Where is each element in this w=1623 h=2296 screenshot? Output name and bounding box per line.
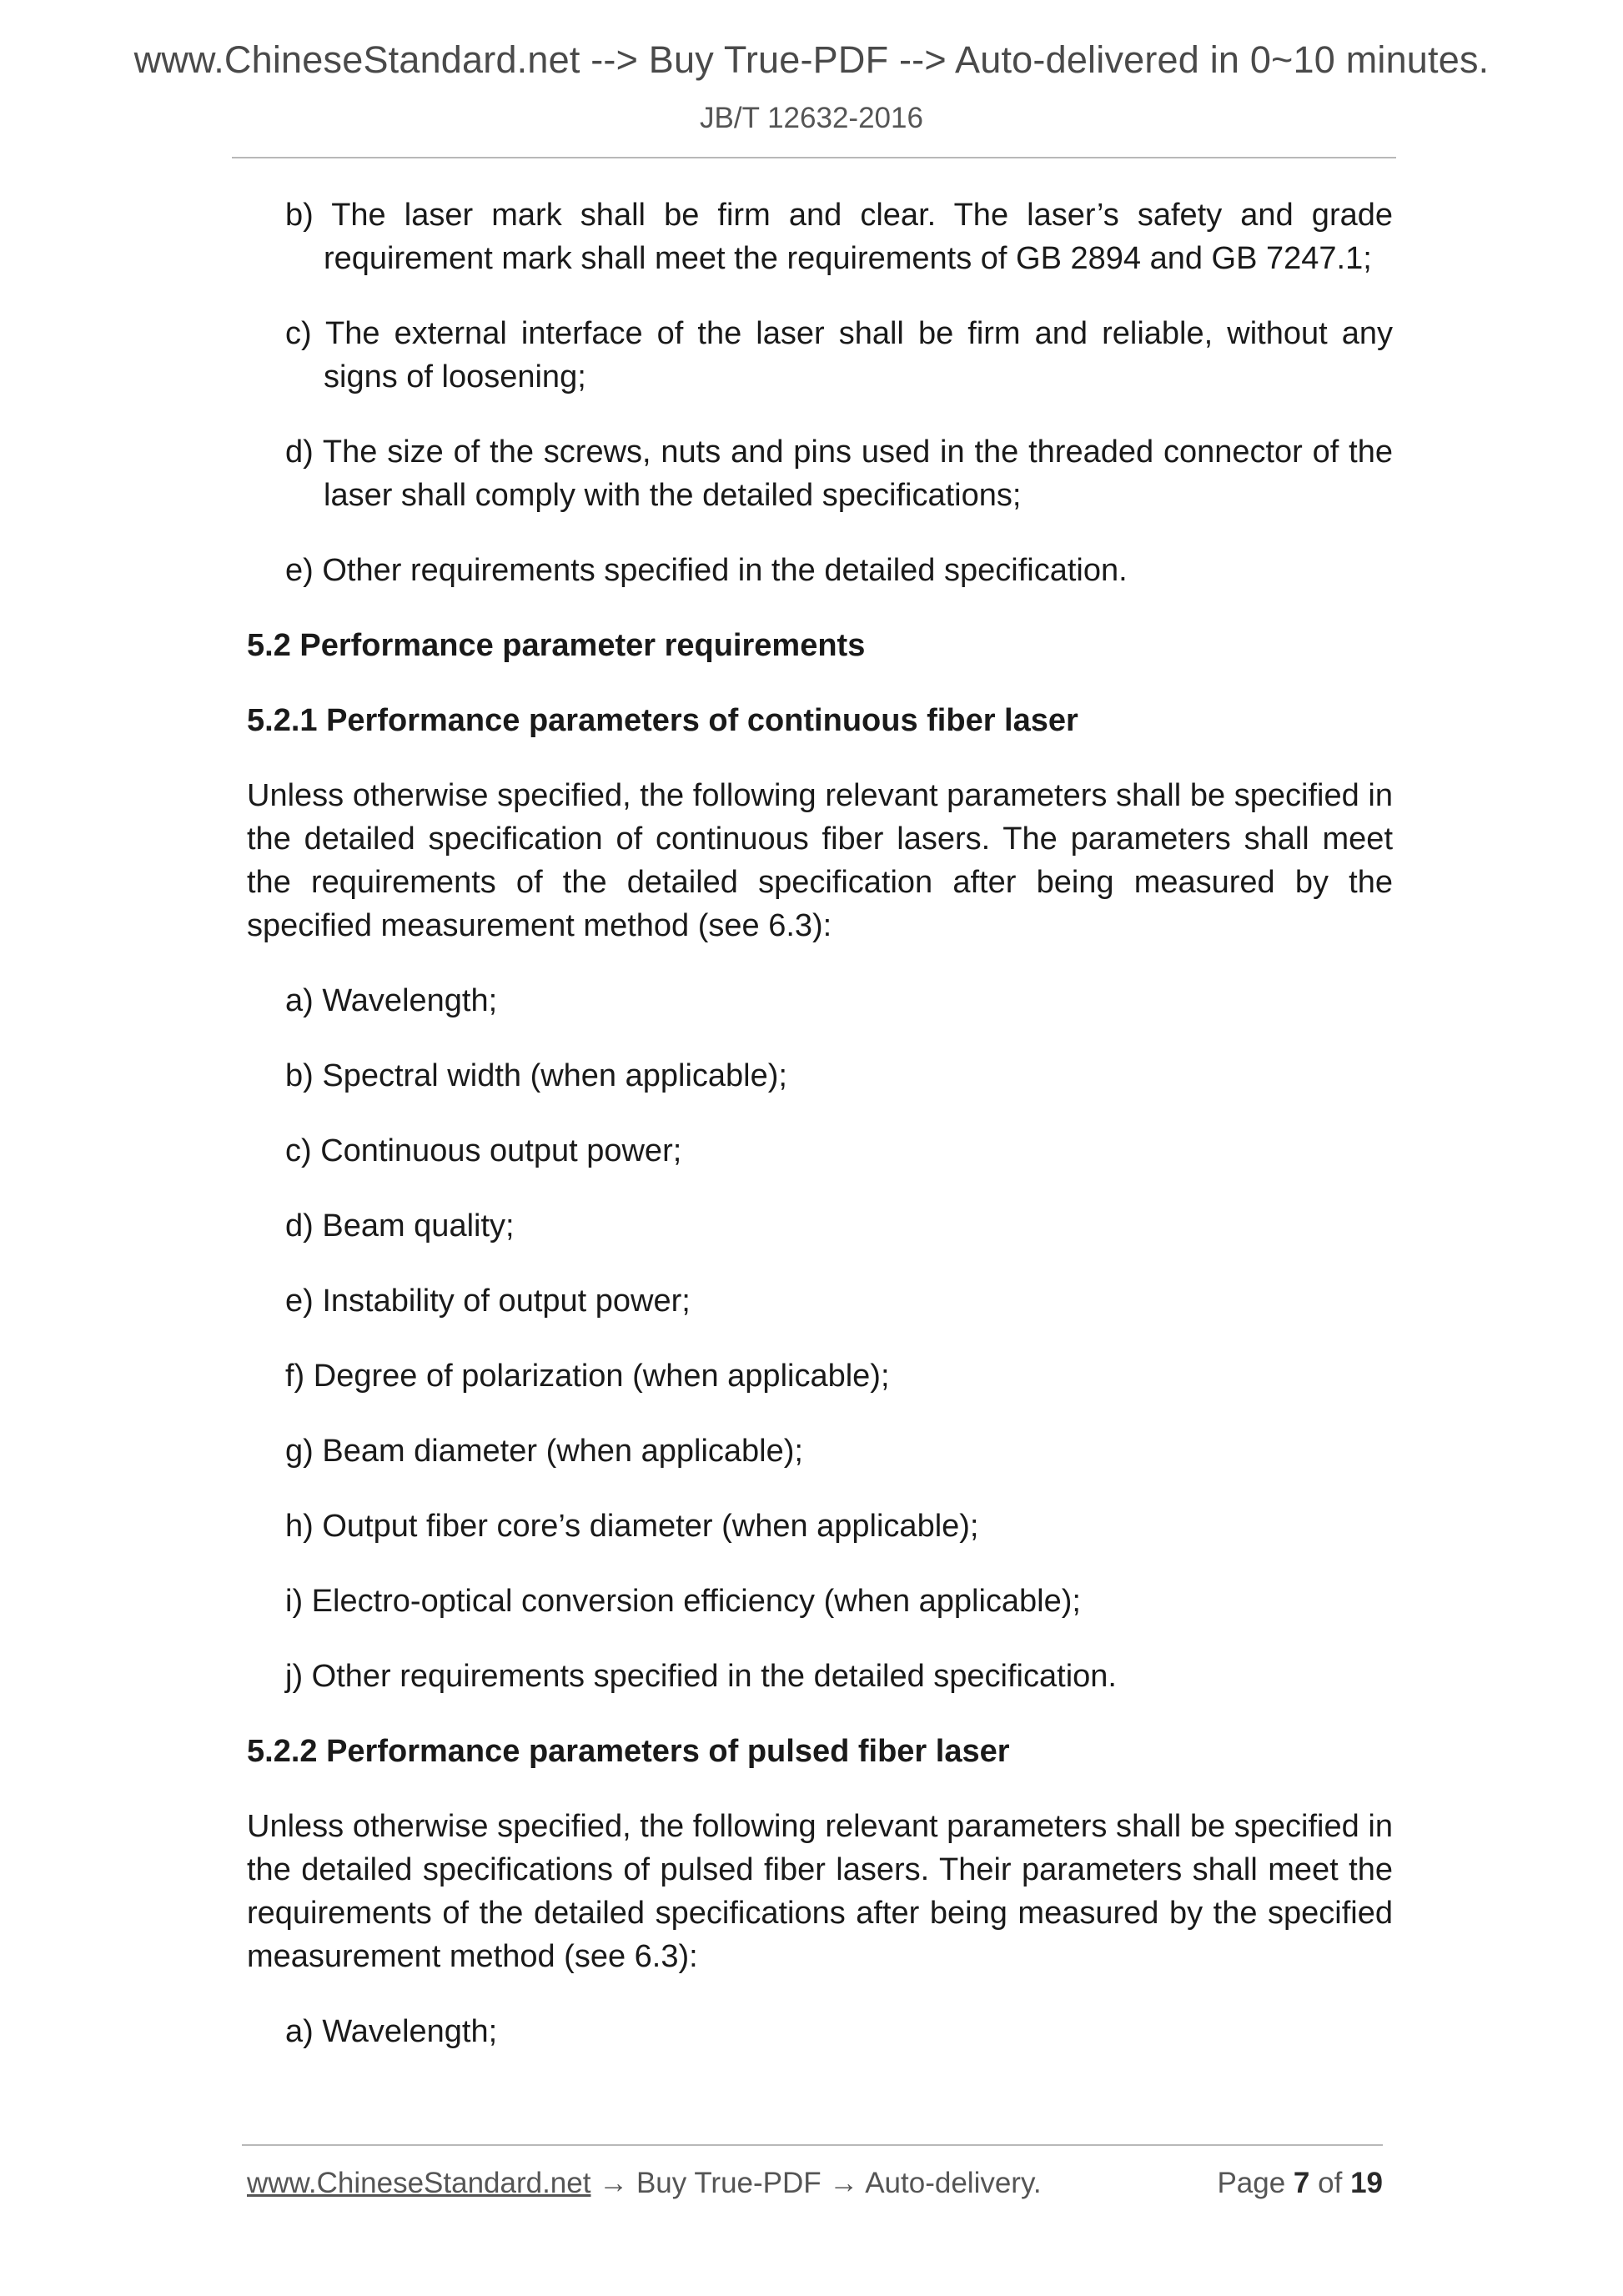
paragraph: Unless otherwise specified, the following relevant parameters shall be specified in the detailed specification of continuous fiber lasers. The parameters shall meet the requirements of the detailed specification after being measured by the specified measurement method (see 6.3): xyxy=(247,778,1393,943)
list-item: b) Spectral width (when applicable); xyxy=(285,1058,787,1093)
subsection-heading: 5.2.1 Performance parameters of continuous fiber laser xyxy=(247,703,1078,738)
of-label: of xyxy=(1318,2167,1343,2199)
list-item: c) The external interface of the laser shall be firm and reliable, without any signs of loosening; xyxy=(285,316,1393,394)
document-id: JB/T 12632-2016 xyxy=(700,102,923,134)
header-divider xyxy=(232,157,1396,158)
parameter-list xyxy=(247,979,1393,1698)
parameter-list xyxy=(247,2010,1393,2053)
footer-buy-text: Buy True-PDF xyxy=(636,2167,822,2199)
footer-site-link[interactable]: www.ChineseStandard.net xyxy=(247,2167,591,2199)
list-item: e) Other requirements specified in the detailed specification. xyxy=(285,553,1128,588)
page-total: 19 xyxy=(1350,2167,1383,2199)
list-item: f) Degree of polarization (when applicable); xyxy=(285,1359,890,1394)
list-item: g) Beam diameter (when applicable); xyxy=(285,1434,803,1469)
list-item: c) Continuous output power; xyxy=(285,1133,682,1168)
list-item: a) Wavelength; xyxy=(285,983,498,1018)
list-item: j) Other requirements specified in the detailed specification. xyxy=(285,1659,1117,1694)
list-item: d) The size of the screws, nuts and pins used in the threaded connector of the laser shall comply with the detailed specifications; xyxy=(285,435,1393,513)
footer-divider xyxy=(242,2144,1383,2146)
paragraph: Unless otherwise specified, the following relevant parameters shall be specified in the detailed specifications of pulsed fiber lasers. Their parameters shall meet the requirements of the detailed specifications after being measured by the specified measurement method (see 6.3): xyxy=(247,1809,1393,1974)
arrow-right-icon: → xyxy=(599,2167,629,2199)
page-indicator xyxy=(1217,2167,1383,2200)
list-item: i) Electro-optical conversion efficiency (when applicable); xyxy=(285,1584,1081,1619)
page-label: Page xyxy=(1217,2167,1286,2199)
site-banner[interactable]: www.ChineseStandard.net --> Buy True-PDF --> Auto-delivered in 0~10 minutes. xyxy=(133,38,1490,81)
arrow-right-icon: → xyxy=(829,2167,859,2199)
page-current: 7 xyxy=(1293,2167,1310,2199)
list-item: h) Output fiber core’s diameter (when applicable); xyxy=(285,1509,979,1544)
page-footer xyxy=(247,2167,1383,2200)
footer-delivery-text: Auto-delivery. xyxy=(865,2167,1042,2199)
list-item: e) Instability of output power; xyxy=(285,1284,691,1319)
subsection-heading: 5.2.2 Performance parameters of pulsed fiber laser xyxy=(247,1734,1010,1769)
list-item: b) The laser mark shall be firm and clear. The laser’s safety and grade requirement mark shall meet the requirements of GB 2894 and GB 7247.1; xyxy=(285,198,1393,276)
list-item: a) Wavelength; xyxy=(285,2014,498,2049)
section-heading: 5.2 Performance parameter requirements xyxy=(247,628,866,663)
page-content xyxy=(247,193,1393,2085)
list-item: d) Beam quality; xyxy=(285,1208,515,1243)
